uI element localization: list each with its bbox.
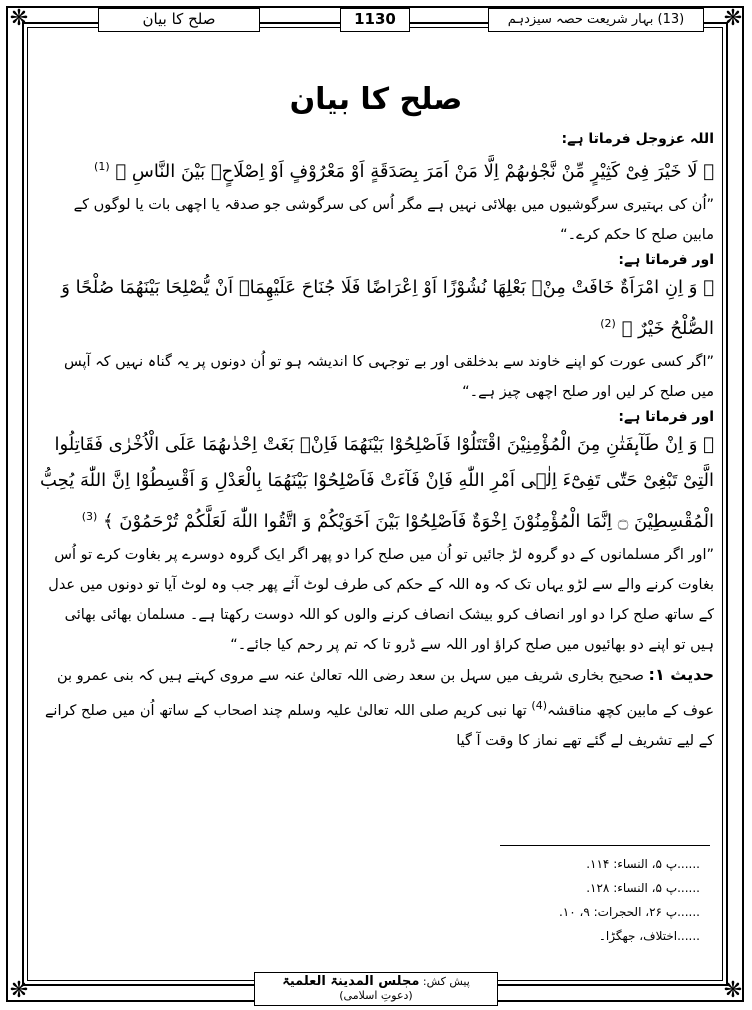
footer-org: مجلس المدینۃ العلمیۃ [282,974,420,989]
verse-intro: اور فرماتا ہے: [618,252,714,268]
quran-verse [38,270,714,347]
quran-verse-text: ﴿ وَ اِنِ امْرَاَةٌ خَافَتْ مِنْۢ بَعْلِهَا نُشُوْزًا اَوْ اِعْرَاضًا فَلَا جُنَاحَ عَلَیْهِمَاۤ اَنْ یُّصْلِحَا بَیْنَهُمَا صُلْحًا وَ الصُّلْحُ خَیْرٌ ﴾ [61,277,714,339]
footnote-ref: (1) [94,160,110,173]
verse-intro: اللہ عزوجل فرماتا ہے: [561,131,714,147]
header-book-title: (13) بہار شریعت حصہ سیزدہم [488,8,704,32]
footnote-item: ......پ ۲۶، الحجرات: ۹، ۱۰. [558,905,700,919]
quran-verse [38,427,714,540]
quran-verse-text: ﴿ لَا خَیْرَ فِیْ كَثِیْرٍ مِّنْ نَّجْوٰىهُمْ اِلَّا مَنْ اَمَرَ بِصَدَقَةٍ اَوْ مَعْرُوْفٍ اَوْ اِصْلَاحٍۭ بَیْنَ النَّاسِ ﴾ [115,161,714,182]
verse-translation: ”اُن کی بہتیری سرگوشیوں میں بھلائی نہیں ہے مگر اُس کی سرگوشی جو صدقہ یا اچھی بات یا لوگوں کے مابین صلح کا حکم کرے۔“ [73,197,714,243]
hadith-text: صحیح بخاری شریف میں سہل بن سعد رضی اللہ تعالیٰ عنہ سے مروی کہتے ہیں کہ بنی عمرو بن عوف کے مابین کچھ مناقشہ [56,668,714,719]
corner-ornament-icon: ❋ [723,978,743,1003]
page-title: صلح کا بیان [289,82,463,117]
footnote-item: ......پ ۵، النساء: ۱۱۴. [586,857,700,871]
footnote-item: ......اختلاف، جھگڑا۔ [598,929,700,943]
footnote-ref: (4) [531,699,547,712]
hadith-text: تھا نبی کریم صلی اللہ تعالیٰ علیہ وسلم چند اصحاب کے ساتھ اُن میں صلح کرانے کے لیے تشریف لے گئے تھے نماز کا وقت آ گیا [44,702,714,749]
quran-verse-text: ﴿ وَ اِنْ طَآىٕفَتٰنِ مِنَ الْمُؤْمِنِیْنَ اقْتَتَلُوْا فَاَصْلِحُوْا بَیْنَهُمَا فَاِنْۢ بَغَتْ اِحْدٰىهُمَا عَلَى الْاُخْرٰى فَقَاتِلُوا الَّتِیْ تَبْغِیْ حَتّٰى تَفِیْٓءَ اِلٰۤى اَمْرِ اللّٰهِ فَاِنْ فَآءَتْ فَاَصْلِحُوْا بَیْنَهُمَا بِالْعَدْلِ وَ اَقْسِطُوْا اِنَّ اللّٰهَ یُحِبُّ الْمُقْسِطِیْنَ ۝ اِنَّمَا الْمُؤْمِنُوْنَ اِخْوَةٌ فَاَصْلِحُوْا بَیْنَ اَخَوَیْكُمْ وَ اتَّقُوا اللّٰهَ لَعَلَّكُمْ تُرْحَمُوْنَ ﴾ [39,434,714,532]
footnote-ref: (2) [600,317,616,330]
corner-ornament-icon: ❋ [723,6,743,31]
footer-suffix: (دعوتِ اسلامی) [339,989,413,1002]
footnotes [400,852,700,948]
quran-verse [38,149,714,190]
corner-ornament-icon: ❋ [9,6,29,31]
footer-prefix: پیش کش: [422,975,470,988]
main-content [38,76,714,756]
hadith-label: حدیث ۱: [648,665,714,684]
corner-ornament-icon: ❋ [9,978,29,1003]
hadith-paragraph [38,660,714,756]
footnote-item: ......پ ۵، النساء: ۱۲۸. [586,881,700,895]
verse-translation: ”اور اگر مسلمانوں کے دو گروہ لڑ جائیں تو اُن میں صلح کرا دو پھر اگر ایک گروہ دوسرے پر بغاوت کرے تو اُس بغاوت کرنے والے سے لڑو یہاں تک کہ وہ اللہ کے حکم کی طرف لوٹ آئے پھر جب وہ لوٹ آیا تو دونوں میں عدل کے ساتھ صلح کرا دو اور انصاف کرو بیشک انصاف کرنے والوں کو اللہ دوست رکھتا ہے۔ مسلمان بھائی بھائی ہیں تو اپنے دو بھائیوں میں صلح کراؤ اور اللہ سے ڈرو تا کہ تم پر رحم کیا جائے۔“ [48,547,714,653]
header-chapter-title: صلح کا بیان [98,8,260,32]
verse-translation: ”اگر کسی عورت کو اپنے خاوند سے بدخلقی اور بے توجہی کا اندیشہ ہو تو اُن دونوں پر یہ گناہ نہیں کہ آپس میں صلح کر لیں اور صلح اچھی چیز ہے۔“ [64,354,714,400]
header-page-number: 1130 [340,8,410,32]
footnote-ref: (3) [81,510,98,523]
footnote-divider [500,845,710,846]
verse-intro: اور فرماتا ہے: [618,409,714,425]
footer-publisher [254,972,498,1006]
